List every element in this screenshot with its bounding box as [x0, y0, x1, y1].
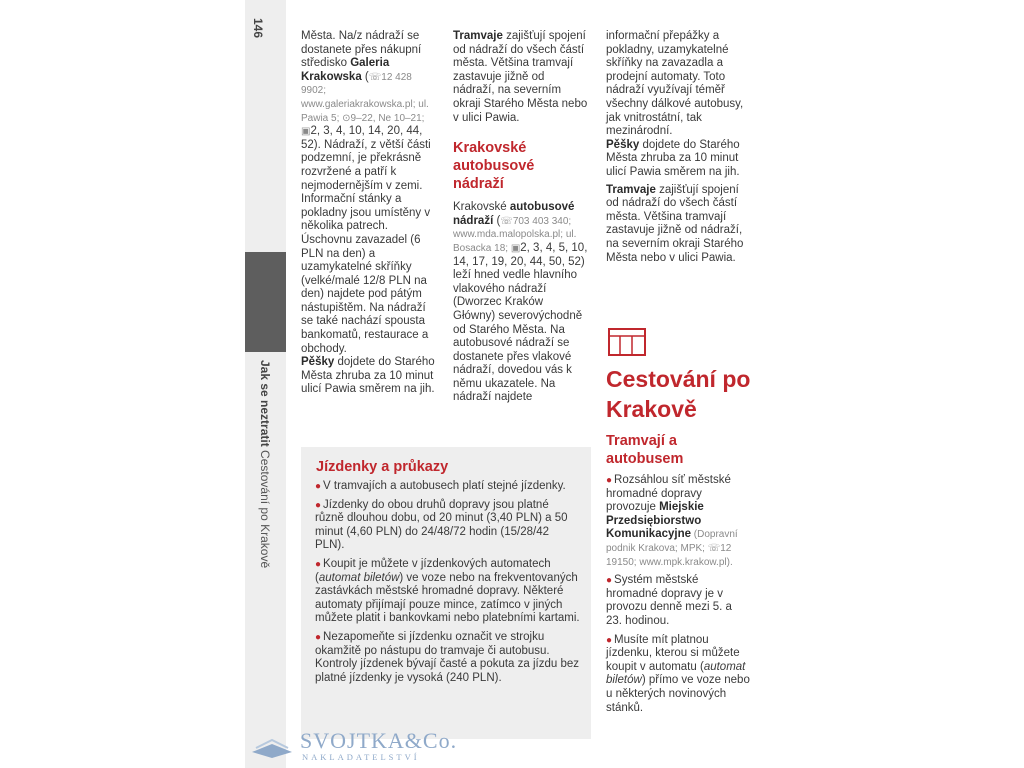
text: Koupit je můžete v jízdenkových automatech (	[315, 557, 551, 584]
contact-info: 703 403 340; www.mda.malopolska.pl; ul. Bosacka 18;	[453, 215, 577, 254]
col1-paragraph-1	[301, 30, 439, 356]
list-item	[315, 499, 580, 553]
running-title-bold: Jak se neztratit	[258, 360, 272, 447]
text: Rozsáhlou síť městské hromadné dopravy provozuje	[606, 474, 731, 514]
bullet-icon: ●	[606, 634, 613, 646]
text: Krakovské	[453, 201, 510, 214]
contact-info: 12 428 9902; www.galeriakrakowska.pl; ul. Pawia 5; ⊙9–22, Ne 10–21;	[301, 71, 429, 124]
logo-subtitle: NAKLADATELSTVÍ	[302, 752, 420, 762]
column-3	[606, 30, 746, 265]
phone-icon: ☏	[500, 215, 513, 227]
text: dojdete do Starého Města zhruba za 10 minut ulicí Pawia směrem na jih.	[301, 356, 435, 396]
list-item	[315, 480, 580, 494]
col3-paragraph-1: informační přepážky a pokladny, uzamykatelné skříňky na zavazadla a prodejní automaty. Toto nádraží využívají téměř všechny dálkové autobusy, jak vnitrostátní, tak mezinárodní.	[606, 30, 744, 138]
bullet-icon: ●	[315, 481, 322, 492]
sidebar-marker	[245, 252, 286, 352]
galeria-name: Galeria Krakowska	[301, 57, 390, 83]
text: Města. Na/z nádraží se dostanete přes nákupní středisko	[301, 30, 422, 70]
bus-station-heading: Krakovské autobusové nádraží	[453, 140, 535, 193]
text: 2, 3, 4, 5, 10, 14, 17, 19, 20, 44, 50, 52) leží hned vedle hlavního vlakového nádraží (Dworzec Kraków Główny) severovýchodně od Starého Města. Na autobusové nádraží se dostanete přes vlakové nádraží, dovedou vás k němu ukazatele. Na nádraží najdete	[453, 241, 588, 404]
col1-paragraph-2	[301, 356, 439, 397]
page-number: 146	[251, 18, 265, 39]
column-2	[453, 30, 588, 405]
text: dojdete do Starého Města zhruba za 10 minut ulicí Pawia směrem na jih.	[606, 138, 740, 178]
contact-info: (Dopravní podnik Krakova; MPK;	[606, 529, 738, 554]
list-item	[315, 558, 580, 626]
text: (	[493, 214, 501, 227]
list-item	[315, 631, 580, 685]
italic-term: automat biletów	[606, 660, 746, 687]
bullet-icon: ●	[315, 631, 322, 643]
tram-label: Tramvaje	[453, 30, 503, 42]
phone-icon: ☏	[368, 71, 382, 83]
text: Systém městské hromadné dopravy je v provozu denně mezi 5. a 23. hodinou.	[606, 574, 732, 627]
list-item	[606, 574, 751, 628]
col3-paragraph-3	[606, 184, 746, 266]
text: ) přímo ve voze nebo u některých novinových stánků.	[606, 674, 750, 714]
column-1	[301, 30, 439, 397]
section-heading: Cestování po Krakově	[606, 366, 751, 422]
tram-icon: ▣	[301, 126, 311, 138]
text: Nezapomeňte si jízdenku označit ve strojku okamžitě po nástupu do tramvaje či autobusu. Kontroly jízdenek bývají časté a pokuta za jízdu bez platné jízdenky je vysoká (240 PLN).	[315, 630, 580, 684]
publisher-logo	[250, 728, 458, 768]
running-title	[258, 360, 272, 568]
text: zajišťují spojení od nádraží do všech částí města. Většina tramvají zastavuje jižně od nádraží, na severním okraji Starého Města nebo v ulici Pawia.	[453, 30, 588, 124]
text: (	[361, 70, 369, 83]
bus-station-name: autobusové nádraží	[453, 201, 575, 227]
bullet-icon: ●	[606, 475, 613, 486]
col2-paragraph-1	[453, 30, 588, 125]
tickets-box-title: Jízdenky a průkazy	[316, 459, 449, 475]
bullet-icon: ●	[315, 499, 322, 511]
tickets-box	[301, 447, 591, 739]
col2-paragraph-2	[453, 201, 588, 405]
tram-icon: ▣	[510, 242, 521, 254]
text: V tramvajích a autobusech platí stejné jízdenky.	[323, 480, 566, 492]
tram-label: Tramvaje	[606, 183, 656, 196]
transport-section	[606, 364, 751, 715]
text: Jízdenky do obou druhů dopravy jsou platné různě dlouhou dobu, od 20 minut (3,40 PLN) a 50 minut (4,60 PLN) do 24/48/72 hodin (15/28/42 PLN).	[315, 498, 568, 552]
contact-info: 12 19150; www.mpk.krakow.pl).	[606, 542, 733, 568]
italic-term: automat biletów	[318, 571, 400, 584]
bullet-icon: ●	[315, 558, 322, 570]
text: Musíte mít platnou jízdenku, kterou si můžete koupit v automatu (	[606, 633, 740, 673]
book-icon	[250, 732, 294, 758]
running-title-rest: Cestování po Krakově	[258, 446, 272, 569]
tickets-list	[315, 480, 580, 690]
bullet-icon: ●	[606, 575, 613, 587]
col3-paragraph-2	[606, 139, 746, 180]
list-item	[606, 634, 751, 716]
text: ) ve voze nebo na frekventovaných zastávkách městské hromadné dopravy. Některé automaty přijímají pouze mince, zatímco v jiných můžete platit i bankovkami nebo platebními kartami.	[315, 571, 580, 625]
mpk-name: Miejskie Przedsiębiorstwo Komunikacyjne	[606, 501, 704, 541]
walk-label: Pěšky	[301, 356, 335, 369]
text: 2, 3, 4, 10, 14, 20, 44, 52). Nádraží, z větší části podzemní, je překrásně rozvržené a patří k nejmodernějším v zemi. Informační stánky a pokladny jsou umístěny v několika patrech. Úschovnu zavazadel (6 PLN na den) a uzamykatelné skříňky (velké/malé 12/8 PLN na den) najdete pod pátým nástupištěm. Na nádraží se také nachází spousta bankomatů, restaurace a obchody.	[301, 125, 431, 355]
phone-icon: ☏	[707, 542, 721, 554]
list-item	[606, 474, 751, 569]
text: zajišťují spojení od nádraží do všech částí města. Většina tramvají zastavuje jižně od nádraží, na severním okraji Starého Města nebo v ulici Pawia.	[606, 183, 744, 264]
logo-name: SVOJTKA&Co.	[300, 728, 458, 753]
walk-label: Pěšky	[606, 138, 640, 151]
tram-section-icon	[608, 328, 646, 356]
tram-bus-heading: Tramvají a autobusem	[606, 433, 684, 467]
